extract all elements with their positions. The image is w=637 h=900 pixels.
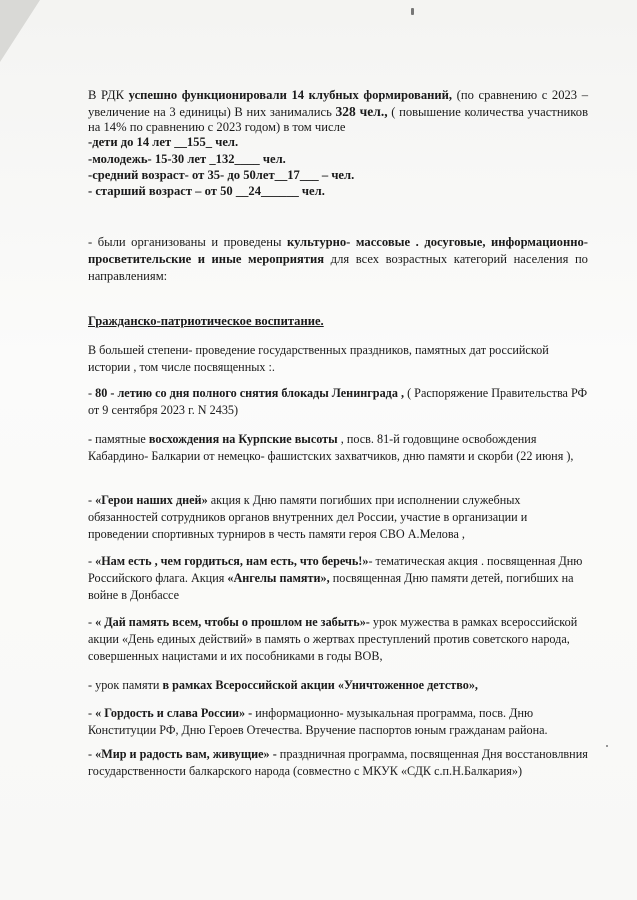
events-intro-bold: культурно- массовые . досуговые, информационно-просветительские и иные мероприятия — [88, 235, 588, 266]
intro-text-1: В РДК — [88, 88, 129, 102]
age-group-middle: -средний возраст- от 35- до 50лет__17___ – чел. — [88, 168, 355, 182]
intro-bold-2: 328 чел., — [335, 103, 388, 119]
scan-dot — [606, 745, 608, 747]
section-heading: Гражданско-патриотическое воспитание. — [88, 314, 324, 328]
list-item: - «Герои наших дней» акция к Дню памяти погибших при исполнении служебных обязанностей сотрудников органов внутренних дел России, участие в организации и проведении спортивных турниров в честь памяти героя СВО А.Мелова , — [88, 493, 528, 541]
intro-text-3: ( повышение количества участников на 14% по сравнению с 2023 годом) в том числе — [88, 104, 589, 135]
intro-text-2: (по сравнению с 2023 – увеличение на 3 единицы) В них занимались — [88, 88, 589, 119]
events-intro-text-1: - были организованы и проведены — [88, 235, 287, 249]
intro-bold-1: успешно функционировали 14 клубных формирований, — [128, 88, 453, 102]
list-item: - «Мир и радость вам, живущие» - праздничная программа, посвященная Дня восстановлвния государственности балкарского народа (совместно с МКУК «СДК с.п.Н.Балкария») — [88, 747, 588, 778]
folded-corner — [0, 0, 40, 62]
list-item: - памятные восхождения на Курпские высоты , посв. 81-й годовщине освобождения Кабардино- Балкарии от немецко- фашистских захватчиков, дню памяти и скорби (22 июня ), — [88, 432, 574, 463]
age-group-children: -дети до 14 лет __155_ чел. — [88, 135, 239, 149]
list-item: - урок памяти в рамках Всероссийской акции «Уничтоженное детство», — [88, 678, 478, 692]
age-group-youth: -молодежь- 15-30 лет _132____ чел. — [88, 152, 286, 166]
list-item: - 80 - летию со дня полного снятия блокады Ленинграда , ( Распоряжение Правительства РФ от 9 сентября 2023 г. N 2435) — [88, 386, 588, 417]
list-item: - «Нам есть , чем гордиться, нам есть, что беречь!»- тематическая акция . посвященная Дню Российского флага. Акция «Ангелы памяти», посвященная Дню памяти детей, погибших на войне в Донбассе — [88, 554, 583, 602]
events-intro-text-2: для всех возрастных категорий населения по направлениям: — [88, 252, 588, 283]
scan-mark — [411, 8, 414, 15]
list-item: - « Дай память всем, чтобы о прошлом не забыть»- урок мужества в рамках всероссийской акции «День единых действий» в память о жертвах преступлений против советского народа, совершенных нацистами и их пособниками в годы ВОВ, — [88, 615, 578, 663]
section-lead: В большей степени- проведение государственных праздников, памятных дат российской истории , том числе посвященных :. — [88, 343, 549, 374]
events-intro-paragraph — [88, 234, 588, 285]
list-item: - « Гордость и слава России» - информационно- музыкальная программа, посв. Дню Конституции РФ, Дню Героев Отечества. Вручение паспортов юным гражданам района. — [88, 706, 548, 737]
intro-paragraph — [88, 88, 588, 136]
age-group-senior: - старший возраст – от 50 __24______ чел. — [88, 184, 325, 198]
